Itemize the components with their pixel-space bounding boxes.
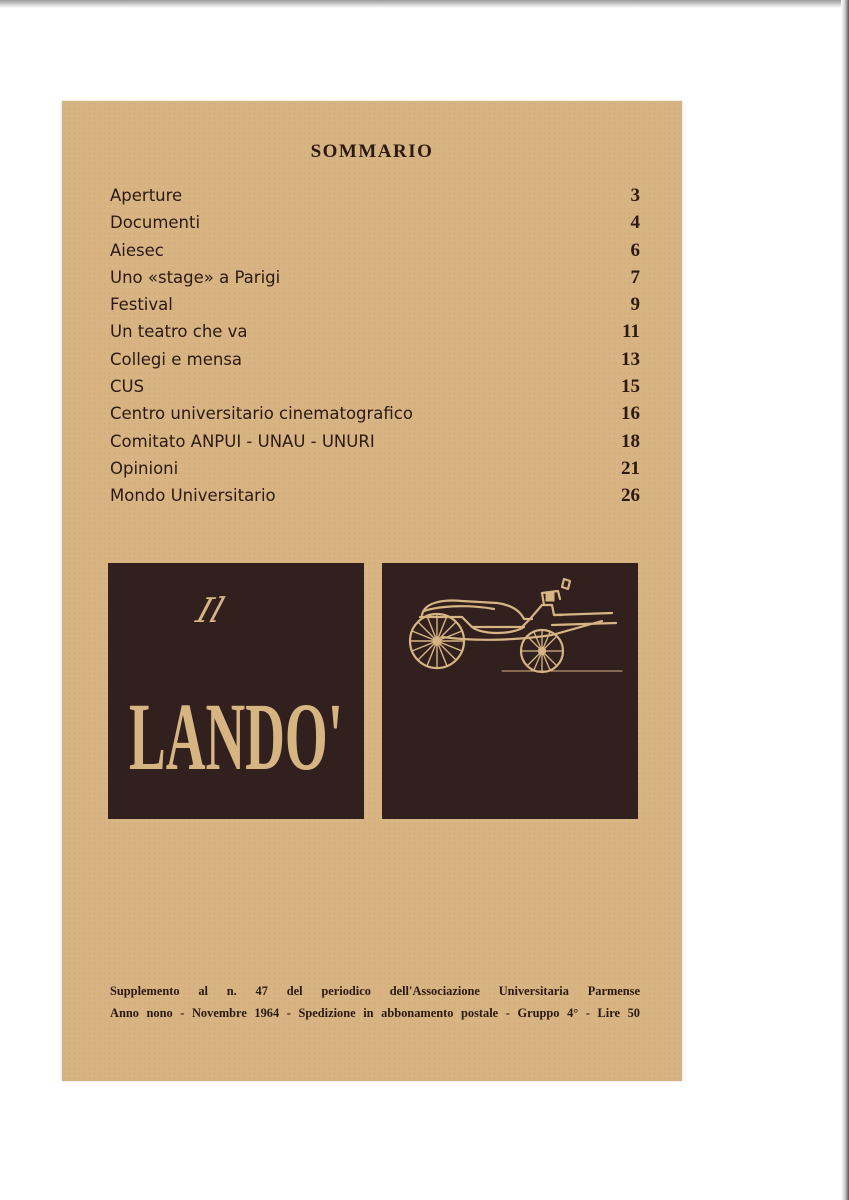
toc-page-number: 6: [630, 239, 640, 261]
toc-title: CUS: [110, 377, 145, 397]
toc-page-number: 7: [630, 266, 640, 288]
toc-page-number: 11: [622, 321, 640, 343]
toc-title: Uno «stage» a Parigi: [110, 267, 281, 287]
toc-page-number: 4: [630, 212, 640, 234]
toc-title: Festival: [110, 295, 173, 315]
footer-line: Anno nono - Novembre 1964 - Spedizione in abbonamento postale - Gruppo 4° - Lire 50: [110, 1006, 640, 1020]
toc-page-number: 16: [621, 403, 640, 425]
toc-title: Collegi e mensa: [110, 349, 243, 369]
toc-title: Documenti: [110, 213, 201, 233]
toc-title: Centro universitario cinematografico: [110, 404, 413, 424]
toc-row: [110, 349, 640, 376]
toc-row: [110, 485, 640, 512]
masthead-article: Il: [191, 591, 229, 631]
toc-row: [110, 212, 640, 239]
toc-title: Aiesec: [110, 240, 164, 260]
toc-title: Un teatro che va: [110, 322, 248, 342]
table-of-contents: [110, 185, 640, 513]
toc-page-number: 21: [621, 457, 640, 479]
toc-title: Aperture: [110, 186, 183, 205]
toc-page-number: 26: [621, 485, 640, 507]
toc-row: [110, 376, 640, 403]
toc-title: Mondo Universitario: [110, 486, 276, 506]
scan-edge-right: [841, 0, 849, 1200]
masthead-logo-panel: [108, 563, 364, 819]
toc-page-number: 9: [630, 294, 640, 316]
toc-page-number: 3: [630, 185, 640, 206]
toc-heading: SOMMARIO: [310, 141, 434, 162]
carriage-illustration-panel: [382, 563, 638, 819]
toc-row: [110, 403, 640, 430]
footer-line: Supplemento al n. 47 del periodico dell'Associazione Universitaria Parmense: [110, 984, 640, 998]
toc-row: [110, 431, 640, 458]
toc-page-number: 18: [621, 430, 640, 452]
toc-row: [110, 240, 640, 267]
booklet-cover: [62, 101, 682, 1081]
lando-logo: [124, 671, 348, 790]
toc-page-number: 15: [621, 376, 640, 398]
toc-title: Opinioni: [110, 458, 179, 478]
toc-page-number: 13: [621, 348, 640, 370]
publication-footer: [110, 984, 640, 1028]
toc-row: [110, 458, 640, 485]
toc-row: [110, 294, 640, 321]
scan-edge-top: [0, 0, 849, 8]
toc-row: [110, 321, 640, 348]
toc-row: [110, 267, 640, 294]
toc-title: Comitato ANPUI - UNAU - UNURI: [110, 431, 375, 451]
toc-row: [110, 185, 640, 212]
masthead-title: LANDO': [129, 683, 343, 790]
horse-carriage-icon: [402, 575, 622, 675]
